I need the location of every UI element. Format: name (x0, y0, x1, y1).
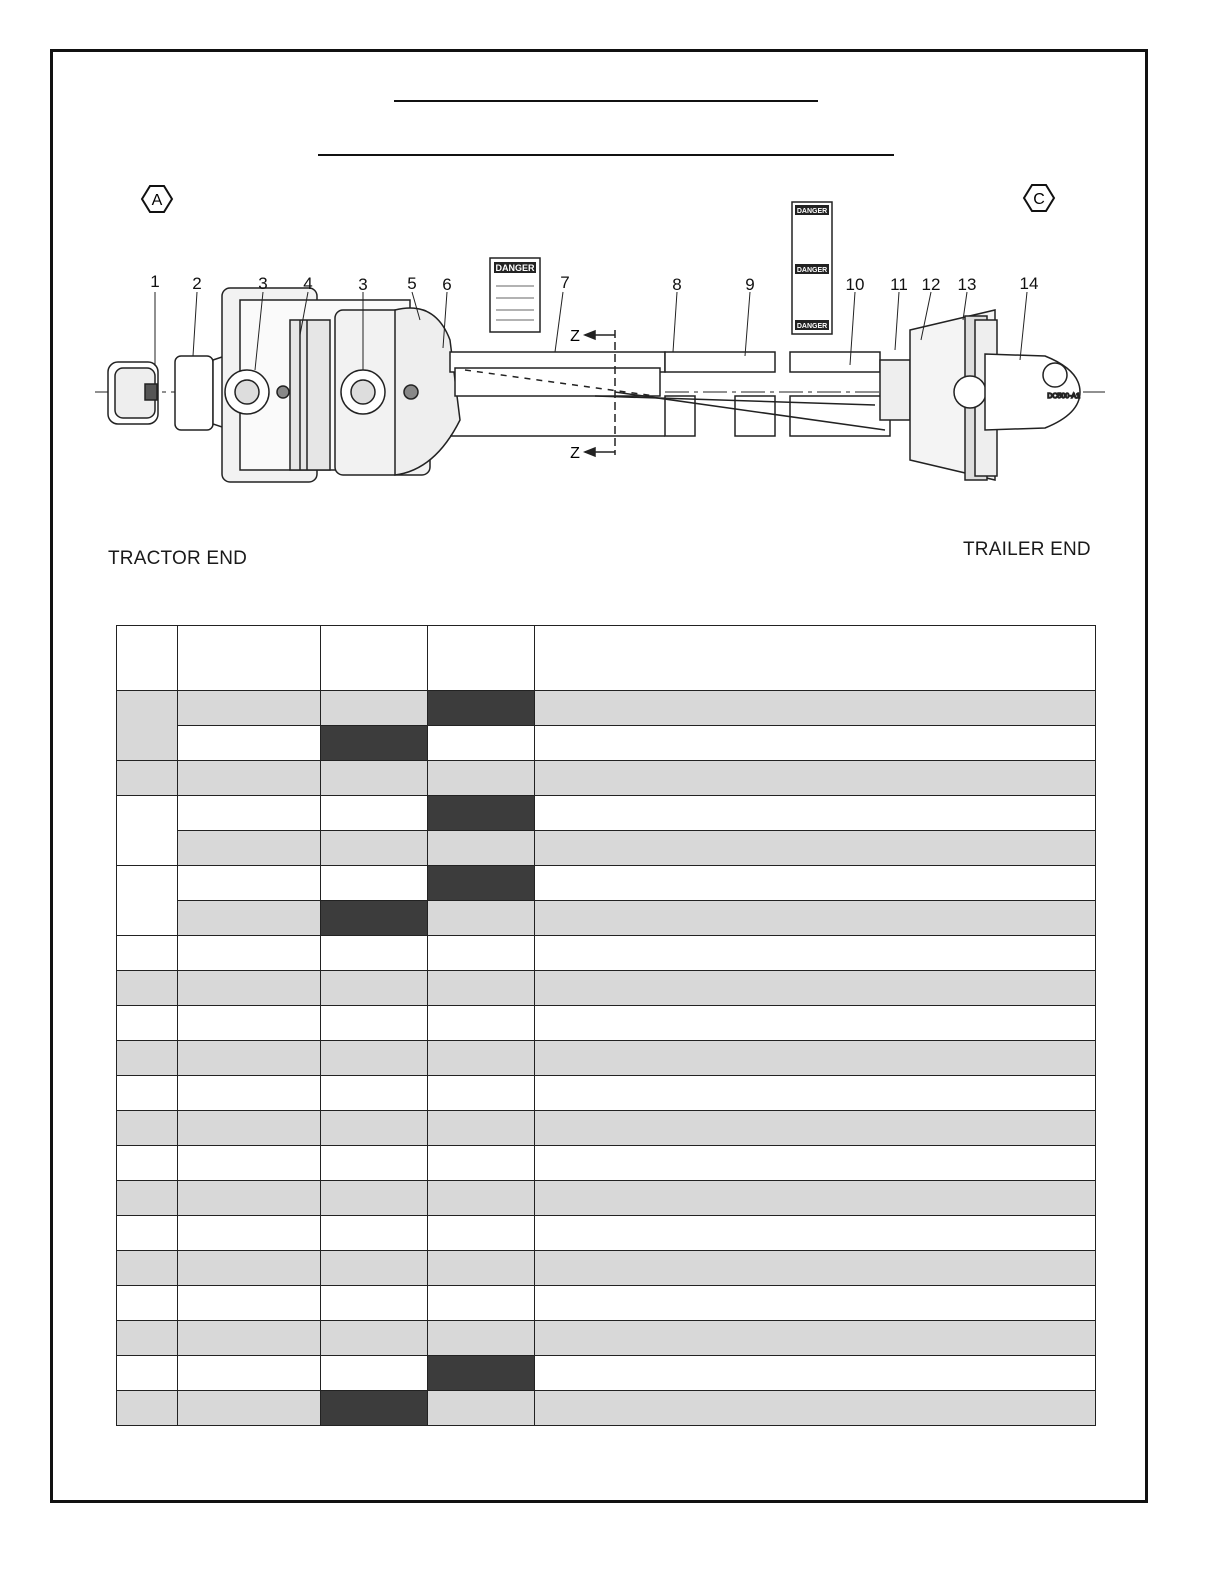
item-cell (117, 691, 178, 761)
cell (321, 1041, 428, 1076)
table-row (117, 1251, 1096, 1286)
cell (428, 936, 535, 971)
cell (178, 1286, 321, 1321)
cell (178, 971, 321, 1006)
cell (428, 1181, 535, 1216)
callout-7: 7 (560, 273, 570, 292)
item-cell (117, 1251, 178, 1286)
cell (535, 936, 1096, 971)
table-row (117, 691, 1096, 726)
cell (535, 1216, 1096, 1251)
table-row (117, 1006, 1096, 1041)
cell (178, 1076, 321, 1111)
cell (178, 796, 321, 831)
cell (178, 831, 321, 866)
telescoping-shafts (450, 352, 890, 436)
callout-11: 11 (890, 275, 908, 294)
cell (321, 1076, 428, 1111)
cell (535, 761, 1096, 796)
cell (535, 971, 1096, 1006)
cell (428, 971, 535, 1006)
table-row (117, 1391, 1096, 1426)
cell-blocked (428, 796, 535, 831)
cell (535, 831, 1096, 866)
cell-blocked (428, 866, 535, 901)
svg-text:DC500-A1: DC500-A1 (1047, 393, 1080, 400)
cell (428, 831, 535, 866)
cell (535, 1391, 1096, 1426)
table-row (117, 1041, 1096, 1076)
cell (428, 726, 535, 761)
cell-blocked (321, 901, 428, 936)
table-row (117, 796, 1096, 831)
table-row (117, 1111, 1096, 1146)
cell (321, 971, 428, 1006)
cell-blocked (321, 726, 428, 761)
danger-decal-right (792, 202, 832, 334)
table-row (117, 936, 1096, 971)
cell (321, 1146, 428, 1181)
cell (535, 1181, 1096, 1216)
cell (321, 1216, 428, 1251)
cell (428, 1251, 535, 1286)
cell (178, 1181, 321, 1216)
cell (321, 866, 428, 901)
cell (535, 1251, 1096, 1286)
cell (428, 1111, 535, 1146)
cell (321, 1111, 428, 1146)
table-row (117, 1286, 1096, 1321)
table-row (117, 1076, 1096, 1111)
title-rule-top (394, 100, 818, 102)
header-cell (117, 626, 178, 691)
cell (178, 761, 321, 796)
table-row (117, 1146, 1096, 1181)
cell (178, 1041, 321, 1076)
cell (535, 1321, 1096, 1356)
callout-8: 8 (672, 275, 682, 294)
cell (535, 1006, 1096, 1041)
cell (321, 1286, 428, 1321)
cell (178, 1216, 321, 1251)
callout-9: 9 (745, 275, 755, 294)
cell (535, 1146, 1096, 1181)
item-cell (117, 936, 178, 971)
cell (535, 726, 1096, 761)
cell (178, 1321, 321, 1356)
danger-decal-right-title-1: DANGER (796, 208, 828, 215)
cell (321, 936, 428, 971)
table-row (117, 1216, 1096, 1251)
table-row (117, 726, 1096, 761)
table-row (117, 971, 1096, 1006)
item-cell (117, 1146, 178, 1181)
cell (428, 1041, 535, 1076)
parts-table (116, 625, 1096, 1426)
table-row (117, 1181, 1096, 1216)
header-cell (321, 626, 428, 691)
cell (535, 866, 1096, 901)
callout-3a: 3 (258, 274, 268, 293)
item-cell (117, 1321, 178, 1356)
item-cell (117, 1006, 178, 1041)
cell (428, 1006, 535, 1041)
cell (535, 1041, 1096, 1076)
cell (321, 1006, 428, 1041)
callout-6: 6 (442, 275, 452, 294)
trailer-end-label: TRAILER END (963, 539, 1091, 560)
cell (178, 691, 321, 726)
callout-12: 12 (921, 275, 941, 294)
tractor-yoke (108, 288, 460, 482)
item-cell (117, 1181, 178, 1216)
cell (321, 1181, 428, 1216)
callout-14: 14 (1019, 274, 1039, 293)
danger-decal-right-title-3: DANGER (796, 323, 828, 330)
cell (535, 1111, 1096, 1146)
item-cell (117, 1391, 178, 1426)
item-cell (117, 1356, 178, 1391)
cell (178, 1356, 321, 1391)
cell (321, 831, 428, 866)
cell (535, 1356, 1096, 1391)
danger-decal-right-title-2: DANGER (796, 267, 828, 274)
cell (321, 1321, 428, 1356)
item-cell (117, 796, 178, 866)
driveline-drawing (95, 170, 1105, 520)
table-row (117, 866, 1096, 901)
cell (178, 1006, 321, 1041)
item-cell (117, 1111, 178, 1146)
cell (535, 796, 1096, 831)
cell (428, 1321, 535, 1356)
table-row (117, 1356, 1096, 1391)
cell (428, 761, 535, 796)
cell (178, 1111, 321, 1146)
section-z-top-label: Z (570, 328, 580, 345)
cell-blocked (428, 691, 535, 726)
tractor-end-label: TRACTOR END (108, 548, 248, 569)
cell-blocked (428, 1356, 535, 1391)
cell (428, 1076, 535, 1111)
cell (178, 1391, 321, 1426)
cell (535, 901, 1096, 936)
trailer-yoke (880, 310, 1080, 480)
callout-5: 5 (407, 274, 417, 293)
table-row (117, 831, 1096, 866)
item-cell (117, 1286, 178, 1321)
hex-marker-c (1024, 185, 1054, 211)
cell (428, 1391, 535, 1426)
cell (178, 1146, 321, 1181)
danger-decal-left (490, 258, 540, 332)
cell (321, 691, 428, 726)
callout-4: 4 (303, 274, 313, 293)
cell (428, 901, 535, 936)
item-cell (117, 866, 178, 936)
item-cell (117, 1216, 178, 1251)
cell (321, 1356, 428, 1391)
table-row (117, 1321, 1096, 1356)
cell (178, 726, 321, 761)
cell (178, 866, 321, 901)
callout-3b: 3 (358, 275, 368, 294)
callout-2: 2 (192, 274, 202, 293)
hex-marker-a-label: A (151, 192, 163, 209)
section-z-bottom-label: Z (570, 445, 580, 462)
table-row (117, 761, 1096, 796)
cell (535, 1076, 1096, 1111)
cell (321, 761, 428, 796)
cell (321, 1251, 428, 1286)
callout-13: 13 (957, 275, 977, 294)
cell (178, 936, 321, 971)
item-cell (117, 761, 178, 796)
cell (321, 796, 428, 831)
cell (428, 1286, 535, 1321)
cell (178, 1251, 321, 1286)
cell (535, 691, 1096, 726)
item-cell (117, 1041, 178, 1076)
header-cell (428, 626, 535, 691)
hex-marker-a (142, 186, 172, 212)
hex-marker-c-label: C (1033, 191, 1045, 208)
cell (535, 1286, 1096, 1321)
danger-decal-left-title: DANGER (495, 263, 535, 273)
cell (428, 1146, 535, 1181)
header-cell (178, 626, 321, 691)
cell (428, 1216, 535, 1251)
cell-blocked (321, 1391, 428, 1426)
table-row (117, 901, 1096, 936)
item-cell (117, 971, 178, 1006)
header-cell (535, 626, 1096, 691)
callout-1: 1 (150, 272, 160, 291)
cell (178, 901, 321, 936)
callout-10: 10 (845, 275, 865, 294)
title-rule-bottom (318, 154, 894, 156)
table-header-row (117, 626, 1096, 691)
item-cell (117, 1076, 178, 1111)
